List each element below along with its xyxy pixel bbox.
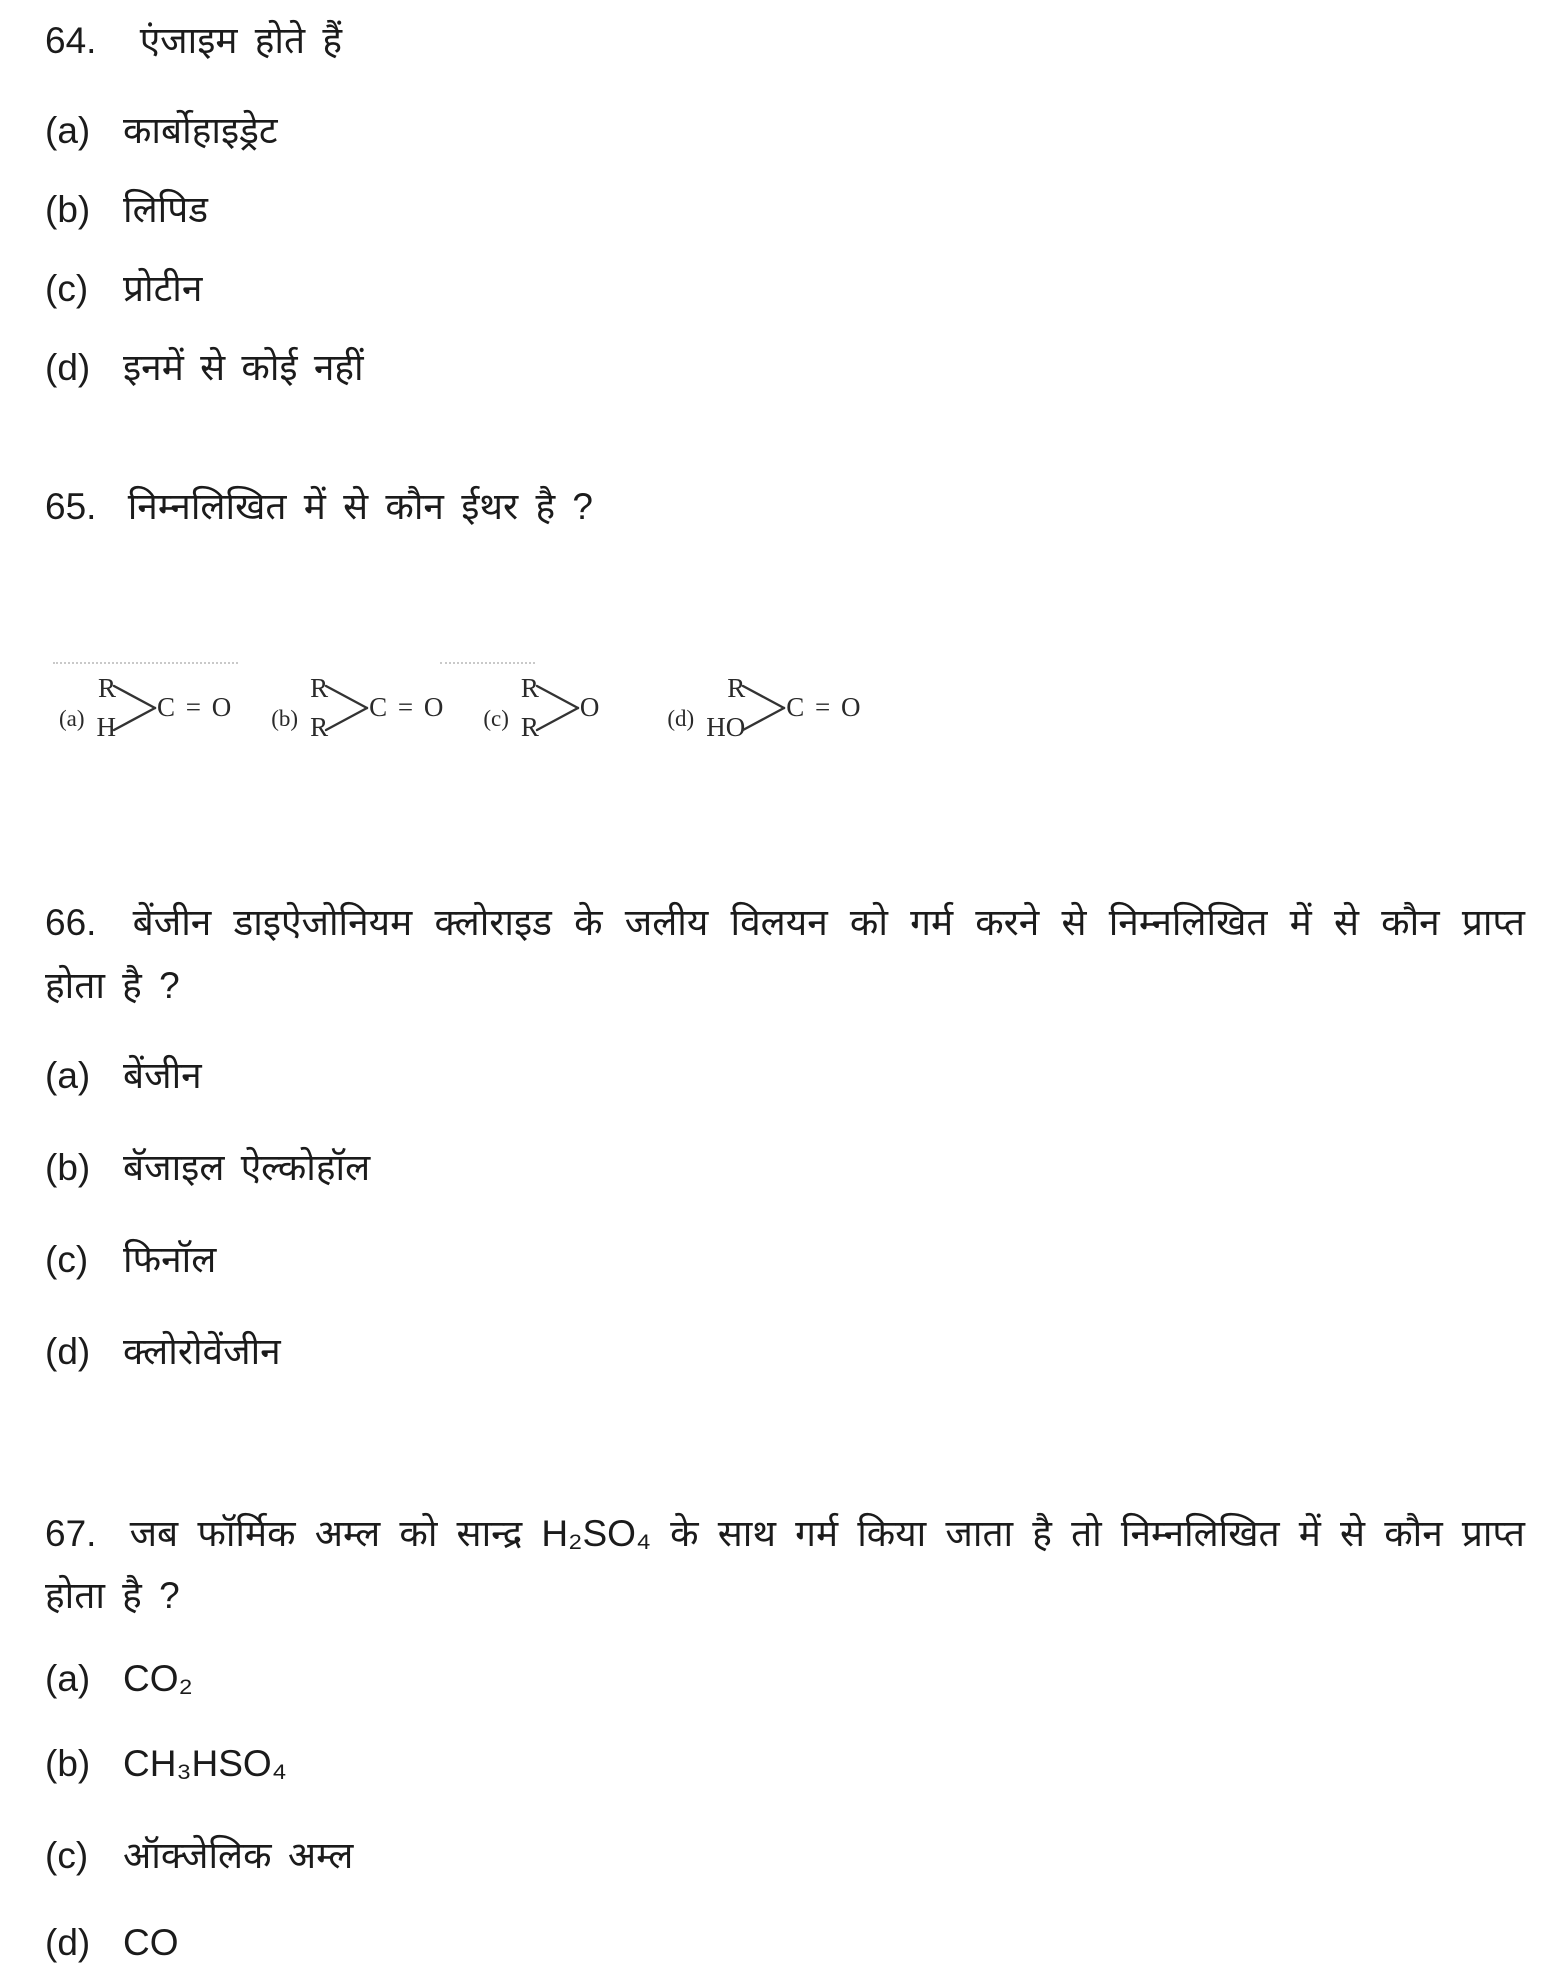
option-letter: (d) [45, 1330, 91, 1372]
substituent-top: R [520, 672, 539, 703]
option-text: क्लोरोवेंजीन [123, 1330, 281, 1372]
option-d [45, 1324, 1525, 1375]
bond-lines-icon [741, 673, 787, 743]
option-text: कार्बोहाइड्रेट [123, 109, 278, 151]
question-number: 65. [45, 485, 97, 527]
option-text: फिनॉल [123, 1238, 217, 1280]
option-c [45, 1232, 1525, 1283]
option-text: CO₂ [123, 1658, 193, 1700]
question-number: 66. [45, 901, 97, 943]
option-text: लिपिड [123, 188, 209, 230]
option-b [45, 182, 1525, 233]
bond-lines-icon [535, 673, 581, 743]
option-text: बॅजाइल ऐल्कोहॉल [123, 1146, 371, 1188]
option-text: बेंजीन [123, 1054, 202, 1096]
option-text: इनमें से कोई नहीं [123, 346, 364, 388]
option-c [45, 261, 1525, 312]
question-64-heading [45, 10, 1525, 73]
substituent-top: R [98, 672, 117, 703]
option-letter: (a) [45, 109, 91, 151]
option-letter: (c) [45, 1835, 89, 1877]
structure-option-a [59, 672, 233, 744]
option-a [45, 1048, 1525, 1099]
substituent-bottom: H [96, 711, 117, 742]
structure-options-row [45, 672, 1525, 744]
question-number: 64. [45, 20, 97, 61]
question-text: जब फॉर्मिक अम्ल को सान्द्र H₂SO₄ के साथ गर्म किया जाता है तो निम्नलिखित में से कौन प्राप्त होता है ? [45, 1512, 1525, 1617]
option-b [45, 1743, 1525, 1785]
question-text: बेंजीन डाइऐजोनियम क्लोराइड के जलीय विलयन को गर्म करने से निम्नलिखित में से कौन प्राप्त होता है ? [45, 901, 1525, 1006]
option-letter: (a) [59, 705, 85, 731]
option-c [45, 1828, 1525, 1879]
question-67-options [45, 1658, 1525, 1964]
substituent-top: R [310, 672, 329, 703]
option-text: प्रोटीन [123, 267, 203, 309]
structure-option-d [667, 672, 862, 744]
bond-lines-icon [324, 673, 370, 743]
question-66 [45, 892, 1525, 1375]
option-a [45, 103, 1525, 154]
option-text: ऑक्जेलिक अम्ल [123, 1835, 354, 1877]
scan-artifact [440, 662, 535, 664]
option-letter: (c) [45, 267, 89, 309]
functional-group: C = O [157, 692, 234, 723]
question-66-options [45, 1048, 1525, 1375]
structure-option-c [483, 672, 601, 744]
option-letter: (b) [45, 188, 91, 230]
option-letter: (c) [483, 705, 509, 731]
option-b [45, 1140, 1525, 1191]
bond-lines-icon [112, 673, 158, 743]
option-d [45, 340, 1525, 391]
question-text: निम्नलिखित में से कौन ईथर है ? [127, 485, 593, 527]
structure-option-b [271, 672, 445, 744]
substituent-bottom: R [520, 711, 539, 742]
substituent-bottom: HO [706, 711, 746, 742]
scan-artifact [53, 662, 238, 664]
question-67-heading [45, 1503, 1525, 1629]
question-67 [45, 1503, 1525, 1964]
question-text: एंजाइम होते हैं [139, 20, 343, 61]
question-64 [45, 10, 1525, 391]
question-65-heading [45, 476, 1525, 539]
substituent-bottom: R [310, 711, 329, 742]
option-text: CH₃HSO₄ [123, 1743, 287, 1785]
option-letter: (b) [45, 1146, 91, 1188]
functional-group: C = O [369, 692, 446, 723]
question-65 [45, 476, 1525, 744]
substituent-top: R [727, 672, 746, 703]
question-66-heading [45, 892, 1525, 1018]
option-letter: (b) [45, 1743, 91, 1785]
option-letter: (d) [45, 346, 91, 388]
option-text: CO [123, 1922, 179, 1964]
option-letter: (d) [45, 1922, 91, 1964]
option-letter: (c) [45, 1238, 89, 1280]
option-letter: (a) [45, 1054, 91, 1096]
option-d [45, 1922, 1525, 1964]
functional-group: C = O [786, 692, 863, 723]
question-64-options [45, 103, 1525, 391]
functional-group: O [579, 692, 602, 723]
option-letter: (a) [45, 1658, 91, 1700]
option-letter: (d) [667, 705, 695, 731]
option-letter: (b) [271, 705, 299, 731]
substituents [706, 672, 745, 744]
option-a [45, 1658, 1525, 1700]
question-number: 67. [45, 1512, 97, 1554]
